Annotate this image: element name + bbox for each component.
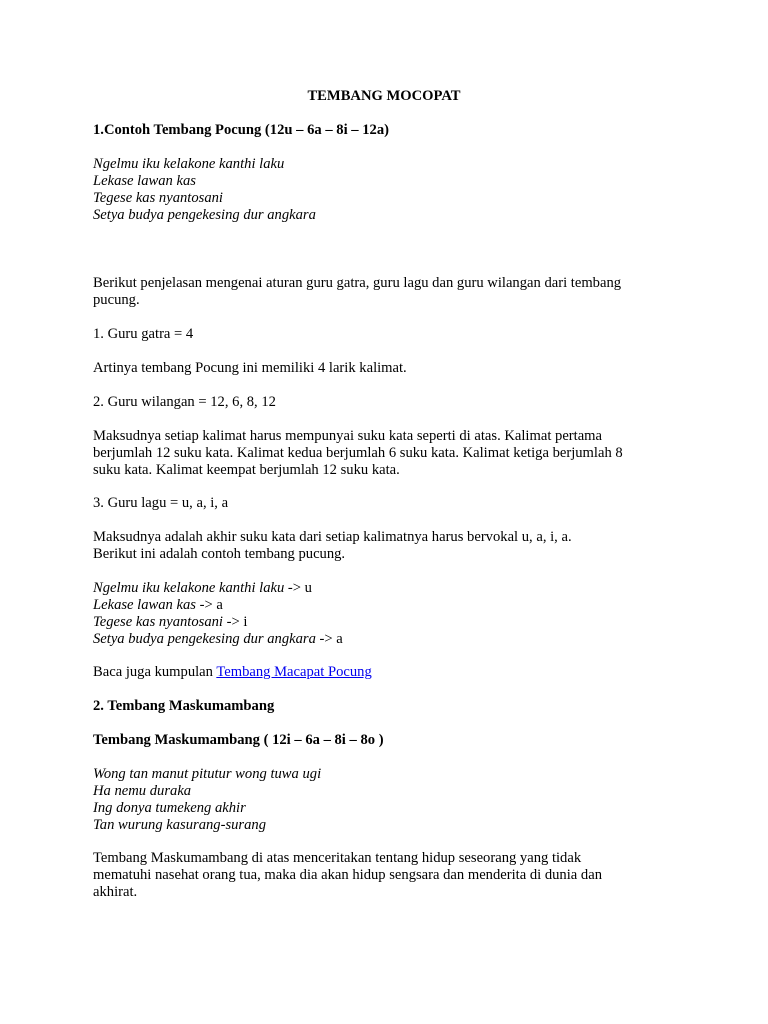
- paragraph-line: akhirat.: [93, 884, 138, 900]
- vowel-marker: -> a: [195, 597, 223, 613]
- maskumambang-explanation: [93, 850, 673, 901]
- poem-line: Tegese kas nyantosani: [93, 190, 223, 206]
- poem-text: Ngelmu iku kelakone kanthi laku: [93, 580, 285, 596]
- annotated-poem-line: [93, 631, 673, 648]
- read-also: [93, 664, 673, 681]
- paragraph-line: berjumlah 12 suku kata. Kalimat kedua berjumlah 6 suku kata. Kalimat ketiga berjumlah 8: [93, 445, 623, 461]
- poem-line: Ha nemu duraka: [93, 783, 192, 799]
- poem-text: Setya budya pengekesing dur angkara: [93, 631, 316, 647]
- guru-lagu-note: [93, 529, 673, 563]
- section2-heading: 2. Tembang Maskumambang: [93, 698, 275, 714]
- poem-line: Tan wurung kasurang-surang: [93, 817, 266, 833]
- paragraph-line: mematuhi nasehat orang tua, maka dia akan hidup sengsara dan menderita di dunia dan: [93, 867, 602, 883]
- read-also-prefix: Baca juga kumpulan: [93, 664, 217, 680]
- section2-subheading: Tembang Maskumambang ( 12i – 6a – 8i – 8o ): [93, 732, 384, 748]
- poem-line: Setya budya pengekesing dur angkara: [93, 207, 316, 223]
- poem-line: Lekase lawan kas: [93, 173, 196, 189]
- paragraph-line: Maksudnya adalah akhir suku kata dari setiap kalimatnya harus bervokal u, a, i, a.: [93, 529, 572, 545]
- pocung-poem: [93, 156, 673, 224]
- poem-line: Ngelmu iku kelakone kanthi laku: [93, 156, 285, 172]
- annotated-poem-line: [93, 597, 673, 614]
- paragraph-line: suku kata. Kalimat keempat berjumlah 12 suku kata.: [93, 462, 400, 478]
- guru-lagu: 3. Guru lagu = u, a, i, a: [93, 495, 229, 511]
- paragraph-line: Berikut ini adalah contoh tembang pucung.: [93, 546, 346, 562]
- paragraph-line: pucung.: [93, 292, 140, 308]
- vowel-marker: -> i: [222, 614, 248, 630]
- poem-line: Wong tan manut pitutur wong tuwa ugi: [93, 766, 322, 782]
- tembang-macapat-pocung-link[interactable]: Tembang Macapat Pocung: [216, 664, 372, 680]
- paragraph-line: Tembang Maskumambang di atas menceritakan tentang hidup seseorang yang tidak: [93, 850, 582, 866]
- maskumambang-poem: [93, 766, 673, 834]
- paragraph-line: Berikut penjelasan mengenai aturan guru gatra, guru lagu dan guru wilangan dari tembang: [93, 275, 622, 291]
- guru-wilangan-note: [93, 428, 673, 479]
- annotated-poem: [93, 580, 673, 648]
- poem-text: Lekase lawan kas: [93, 597, 196, 613]
- intro-paragraph: [93, 275, 673, 309]
- guru-gatra: 1. Guru gatra = 4: [93, 326, 194, 342]
- guru-wilangan: 2. Guru wilangan = 12, 6, 8, 12: [93, 394, 276, 410]
- page-title: TEMBANG MOCOPAT: [307, 88, 461, 104]
- vowel-marker: -> u: [284, 580, 312, 596]
- poem-line: Ing donya tumekeng akhir: [93, 800, 246, 816]
- poem-text: Tegese kas nyantosani: [93, 614, 223, 630]
- annotated-poem-line: [93, 580, 673, 597]
- section1-heading: 1.Contoh Tembang Pocung (12u – 6a – 8i – 12a): [93, 122, 389, 138]
- annotated-poem-line: [93, 614, 673, 631]
- guru-gatra-note: Artinya tembang Pocung ini memiliki 4 larik kalimat.: [93, 360, 407, 376]
- vowel-marker: -> a: [315, 631, 343, 647]
- paragraph-line: Maksudnya setiap kalimat harus mempunyai suku kata seperti di atas. Kalimat pertama: [93, 428, 603, 444]
